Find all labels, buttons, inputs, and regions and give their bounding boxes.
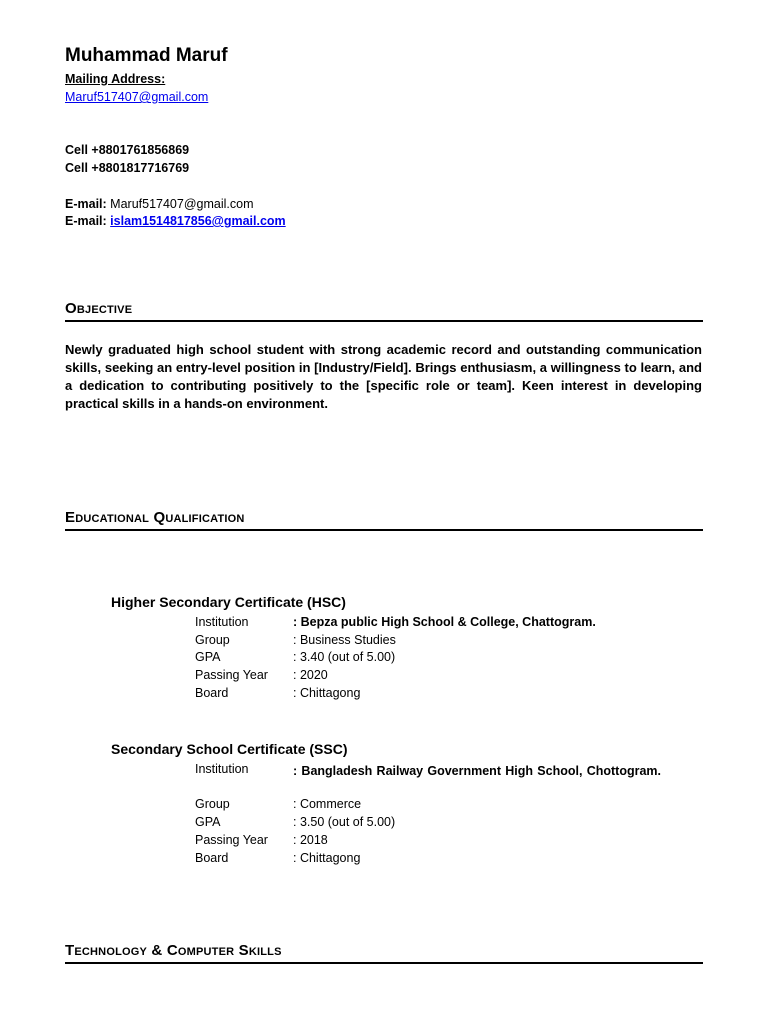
- cell-number: +8801761856869: [91, 143, 190, 157]
- technology-heading: Technology & Computer Skills: [65, 942, 703, 964]
- row-value: : Chittagong: [293, 851, 361, 865]
- row-key: Board: [195, 851, 229, 865]
- email-line-2: [65, 214, 286, 228]
- objective-text: Newly graduated high school student with strong academic record and outstanding communication skills, seeking an entry-level position in [Industry/Field]. Brings enthusiasm, a willingness to learn, and a dedication to contributing positively to the [specific role or team]. Keen interest in developing practical skills in a hands-on environment.: [65, 342, 702, 411]
- cell-line-1: [65, 143, 189, 157]
- row-value: : Commerce: [293, 797, 362, 811]
- row-key: Institution: [195, 615, 249, 629]
- mailing-email-link[interactable]: [65, 90, 208, 104]
- email-value: Maruf517407@gmail.com: [110, 197, 254, 211]
- ssc-title: Secondary School Certificate (SSC): [111, 741, 348, 757]
- row-key: GPA: [195, 650, 221, 664]
- row-value: : 3.50 (out of 5.00): [293, 815, 396, 829]
- mailing-address-label: Mailing Address:: [65, 72, 166, 86]
- row-value: : Bepza public High School & College, Chattogram.: [293, 615, 596, 629]
- row-key: Group: [195, 797, 230, 811]
- row-value: : 2020: [293, 668, 328, 682]
- row-key: GPA: [195, 815, 221, 829]
- hsc-title: Higher Secondary Certificate (HSC): [111, 594, 346, 610]
- row-value: : Business Studies: [293, 633, 396, 647]
- email-link[interactable]: islam1514817856@gmail.com: [110, 214, 286, 228]
- candidate-name: Muhammad Maruf: [65, 45, 228, 66]
- row-key: Passing Year: [195, 668, 268, 682]
- row-value: : Chittagong: [293, 686, 361, 700]
- cell-number: +8801817716769: [91, 161, 190, 175]
- email-line-1: [65, 197, 253, 211]
- row-key: Passing Year: [195, 833, 268, 847]
- objective-heading: Objective: [65, 300, 703, 322]
- row-key: Board: [195, 686, 229, 700]
- email-label: E-mail:: [65, 214, 107, 228]
- row-value: : Bangladesh Railway Government High School, Chottogram.: [293, 764, 661, 778]
- row-value: : 3.40 (out of 5.00): [293, 650, 396, 664]
- email-label: E-mail:: [65, 197, 107, 211]
- education-heading: Educational Qualification: [65, 509, 703, 531]
- cell-label: Cell: [65, 161, 88, 175]
- row-key: Group: [195, 633, 230, 647]
- cell-line-2: [65, 161, 189, 175]
- row-value: : 2018: [293, 833, 328, 847]
- cell-label: Cell: [65, 143, 88, 157]
- mailing-email-text[interactable]: Maruf517407@gmail.com: [65, 90, 209, 104]
- row-key: Institution: [195, 762, 249, 776]
